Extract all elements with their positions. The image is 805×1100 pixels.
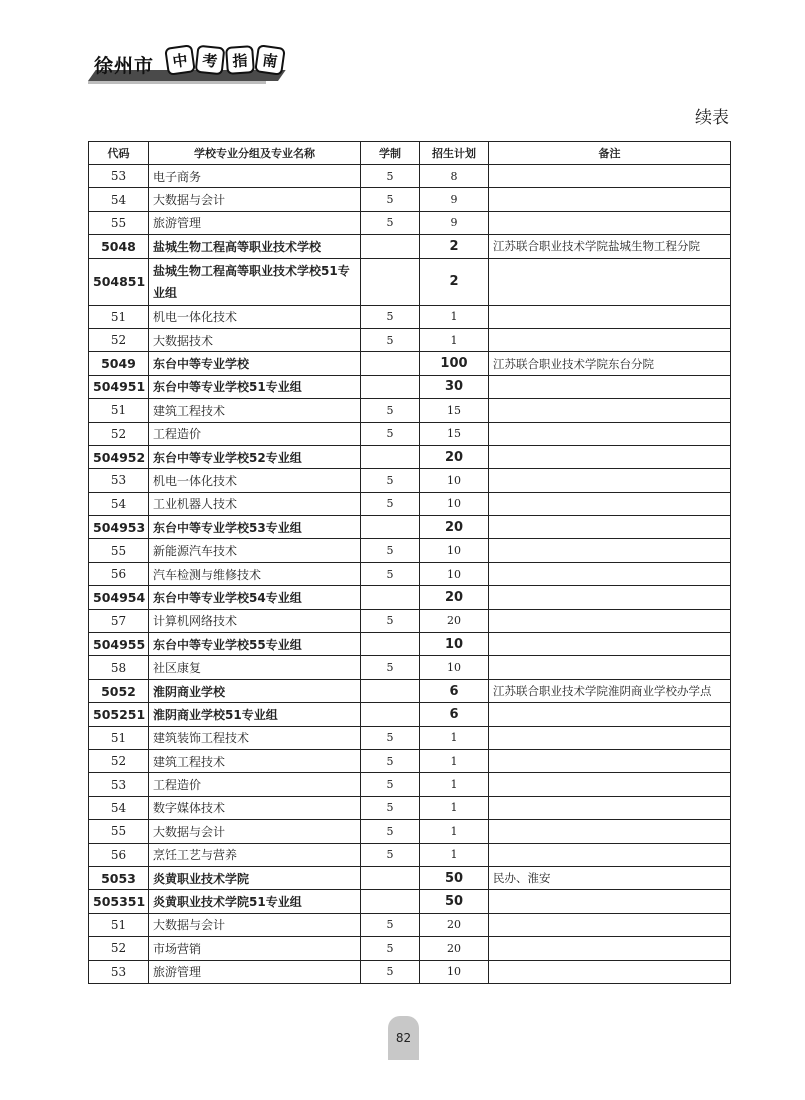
cell-name: 大数据技术 [149,328,361,351]
cell-code: 56 [89,562,149,585]
cell-name: 数字媒体技术 [149,796,361,819]
cell-name: 东台中等专业学校53专业组 [149,516,361,539]
cell-name: 大数据与会计 [149,820,361,843]
table-row [89,188,731,211]
cell-plan: 1 [420,726,489,749]
cell-note [489,399,731,422]
cell-years: 5 [361,422,420,445]
cell-plan: 20 [420,586,489,609]
table-row [89,773,731,796]
cell-years: 5 [361,656,420,679]
cell-years [361,890,420,913]
cell-note [489,703,731,726]
cell-note [489,375,731,398]
cell-code: 52 [89,749,149,772]
cell-code: 504954 [89,586,149,609]
cell-code: 54 [89,492,149,515]
table-row [89,609,731,632]
cell-name: 新能源汽车技术 [149,539,361,562]
cell-years: 5 [361,328,420,351]
cell-plan: 10 [420,656,489,679]
cell-note [489,960,731,983]
cell-years [361,258,420,305]
table-row-group [89,890,731,913]
cell-code: 53 [89,469,149,492]
cell-plan: 2 [420,258,489,305]
cell-name: 盐城生物工程高等职业技术学校 [149,235,361,258]
cell-code: 505351 [89,890,149,913]
cell-years: 5 [361,726,420,749]
cell-years [361,679,420,702]
cell-name: 盐城生物工程高等职业技术学校51专业组 [149,258,361,305]
cell-name: 汽车检测与维修技术 [149,562,361,585]
header-title-seals [166,46,284,74]
table-row-group [89,516,731,539]
cell-note [489,188,731,211]
cell-name: 工程造价 [149,773,361,796]
table-row [89,913,731,936]
table-row [89,960,731,983]
cell-name: 旅游管理 [149,960,361,983]
cell-note [489,211,731,234]
cell-note [489,516,731,539]
table-row-group [89,586,731,609]
cell-years: 5 [361,492,420,515]
cell-note [489,633,731,656]
table-row [89,656,731,679]
table-row [89,937,731,960]
cell-name: 东台中等专业学校54专业组 [149,586,361,609]
cell-years: 5 [361,211,420,234]
table-row [89,211,731,234]
header-underline [88,81,266,84]
cell-code: 505251 [89,703,149,726]
page-header [88,42,288,88]
cell-years [361,866,420,889]
table-row [89,796,731,819]
cell-plan: 8 [420,165,489,188]
cell-name: 淮阴商业学校51专业组 [149,703,361,726]
cell-plan: 1 [420,843,489,866]
cell-code: 56 [89,843,149,866]
cell-plan: 1 [420,773,489,796]
cell-name: 炎黄职业技术学院51专业组 [149,890,361,913]
cell-years [361,586,420,609]
cell-plan: 50 [420,890,489,913]
continued-label: 续表 [695,108,729,128]
cell-plan: 20 [420,609,489,632]
cell-plan: 10 [420,633,489,656]
cell-years: 5 [361,469,420,492]
cell-years: 5 [361,796,420,819]
cell-code: 53 [89,960,149,983]
cell-note [489,422,731,445]
cell-plan: 10 [420,562,489,585]
cell-years [361,703,420,726]
title-seal-3: 指 [225,45,255,75]
column-header-years: 学制 [361,142,420,165]
cell-code: 51 [89,913,149,936]
cell-note: 江苏联合职业技术学院淮阴商业学校办学点 [489,679,731,702]
cell-plan: 10 [420,469,489,492]
table-row [89,492,731,515]
page-number: 82 [388,1016,419,1060]
cell-name: 社区康复 [149,656,361,679]
cell-years: 5 [361,305,420,328]
cell-name: 烹饪工艺与营养 [149,843,361,866]
cell-plan: 20 [420,937,489,960]
cell-years: 5 [361,562,420,585]
cell-code: 5049 [89,352,149,375]
cell-plan: 20 [420,516,489,539]
column-header-code: 代码 [89,142,149,165]
enrollment-table [88,141,731,984]
cell-code: 55 [89,539,149,562]
cell-plan: 10 [420,492,489,515]
column-header-note: 备注 [489,142,731,165]
table-row-group [89,679,731,702]
cell-code: 5052 [89,679,149,702]
cell-name: 建筑工程技术 [149,399,361,422]
cell-note [489,656,731,679]
table-row-group [89,375,731,398]
table-row [89,539,731,562]
cell-code: 55 [89,211,149,234]
cell-plan: 6 [420,679,489,702]
cell-code: 54 [89,188,149,211]
column-header-plan: 招生计划 [420,142,489,165]
table-row-group [89,235,731,258]
cell-plan: 20 [420,913,489,936]
cell-name: 工程造价 [149,422,361,445]
table-row [89,726,731,749]
cell-code: 504851 [89,258,149,305]
table-row-group [89,258,731,305]
cell-note: 民办、淮安 [489,866,731,889]
cell-code: 52 [89,937,149,960]
cell-years: 5 [361,539,420,562]
table-row [89,749,731,772]
cell-code: 58 [89,656,149,679]
cell-plan: 30 [420,375,489,398]
cell-note [489,305,731,328]
cell-code: 504951 [89,375,149,398]
cell-name: 工业机器人技术 [149,492,361,515]
cell-code: 504955 [89,633,149,656]
table-row [89,399,731,422]
cell-code: 504952 [89,445,149,468]
cell-years: 5 [361,913,420,936]
table-row-group [89,633,731,656]
cell-plan: 1 [420,305,489,328]
cell-note [489,890,731,913]
table-row-group [89,703,731,726]
cell-name: 大数据与会计 [149,913,361,936]
cell-years: 5 [361,820,420,843]
cell-code: 52 [89,328,149,351]
cell-name: 东台中等专业学校55专业组 [149,633,361,656]
cell-years: 5 [361,843,420,866]
title-seal-4: 南 [254,44,286,76]
cell-name: 计算机网络技术 [149,609,361,632]
table-body [89,165,731,984]
cell-note [489,726,731,749]
table-header-row [89,142,731,165]
cell-name: 建筑装饰工程技术 [149,726,361,749]
header-city: 徐州市 [94,55,155,77]
table-row-group [89,866,731,889]
cell-code: 53 [89,165,149,188]
cell-years: 5 [361,188,420,211]
cell-years [361,516,420,539]
cell-note [489,328,731,351]
cell-years: 5 [361,165,420,188]
cell-note [489,913,731,936]
table-row-group [89,352,731,375]
cell-code: 51 [89,399,149,422]
cell-name: 电子商务 [149,165,361,188]
cell-note [489,469,731,492]
cell-plan: 1 [420,796,489,819]
cell-name: 机电一体化技术 [149,305,361,328]
cell-note: 江苏联合职业技术学院东台分院 [489,352,731,375]
cell-plan: 1 [420,328,489,351]
title-seal-2: 考 [195,45,226,76]
table-row [89,328,731,351]
title-seal-1: 中 [164,44,196,76]
cell-years: 5 [361,773,420,796]
table-row [89,469,731,492]
cell-plan: 2 [420,235,489,258]
cell-code: 51 [89,726,149,749]
cell-years: 5 [361,609,420,632]
cell-name: 东台中等专业学校52专业组 [149,445,361,468]
cell-plan: 20 [420,445,489,468]
cell-plan: 15 [420,422,489,445]
cell-note [489,258,731,305]
cell-note [489,749,731,772]
cell-years [361,375,420,398]
cell-note [489,492,731,515]
cell-code: 51 [89,305,149,328]
cell-name: 淮阴商业学校 [149,679,361,702]
cell-plan: 1 [420,749,489,772]
cell-code: 54 [89,796,149,819]
cell-years [361,352,420,375]
cell-plan: 1 [420,820,489,843]
cell-years: 5 [361,960,420,983]
cell-years: 5 [361,749,420,772]
cell-plan: 10 [420,960,489,983]
cell-name: 东台中等专业学校51专业组 [149,375,361,398]
cell-name: 东台中等专业学校 [149,352,361,375]
cell-note [489,796,731,819]
cell-code: 52 [89,422,149,445]
cell-name: 大数据与会计 [149,188,361,211]
cell-code: 53 [89,773,149,796]
cell-note [489,773,731,796]
cell-note [489,445,731,468]
cell-note: 江苏联合职业技术学院盐城生物工程分院 [489,235,731,258]
cell-note [489,843,731,866]
cell-note [489,562,731,585]
cell-years [361,445,420,468]
cell-code: 504953 [89,516,149,539]
cell-code: 5053 [89,866,149,889]
cell-plan: 9 [420,211,489,234]
table-row [89,422,731,445]
cell-plan: 6 [420,703,489,726]
cell-name: 机电一体化技术 [149,469,361,492]
cell-name: 建筑工程技术 [149,749,361,772]
cell-note [489,820,731,843]
cell-code: 57 [89,609,149,632]
table-row [89,562,731,585]
table-row [89,165,731,188]
cell-plan: 100 [420,352,489,375]
cell-years [361,235,420,258]
cell-note [489,586,731,609]
cell-years: 5 [361,937,420,960]
cell-years [361,633,420,656]
cell-code: 55 [89,820,149,843]
table-row [89,820,731,843]
cell-years: 5 [361,399,420,422]
cell-note [489,165,731,188]
cell-plan: 10 [420,539,489,562]
cell-plan: 15 [420,399,489,422]
cell-note [489,539,731,562]
cell-note [489,609,731,632]
cell-name: 旅游管理 [149,211,361,234]
table-row-group [89,445,731,468]
cell-code: 5048 [89,235,149,258]
table-row [89,843,731,866]
cell-plan: 50 [420,866,489,889]
table-row [89,305,731,328]
cell-plan: 9 [420,188,489,211]
column-header-name: 学校专业分组及专业名称 [149,142,361,165]
cell-name: 市场营销 [149,937,361,960]
cell-name: 炎黄职业技术学院 [149,866,361,889]
cell-note [489,937,731,960]
